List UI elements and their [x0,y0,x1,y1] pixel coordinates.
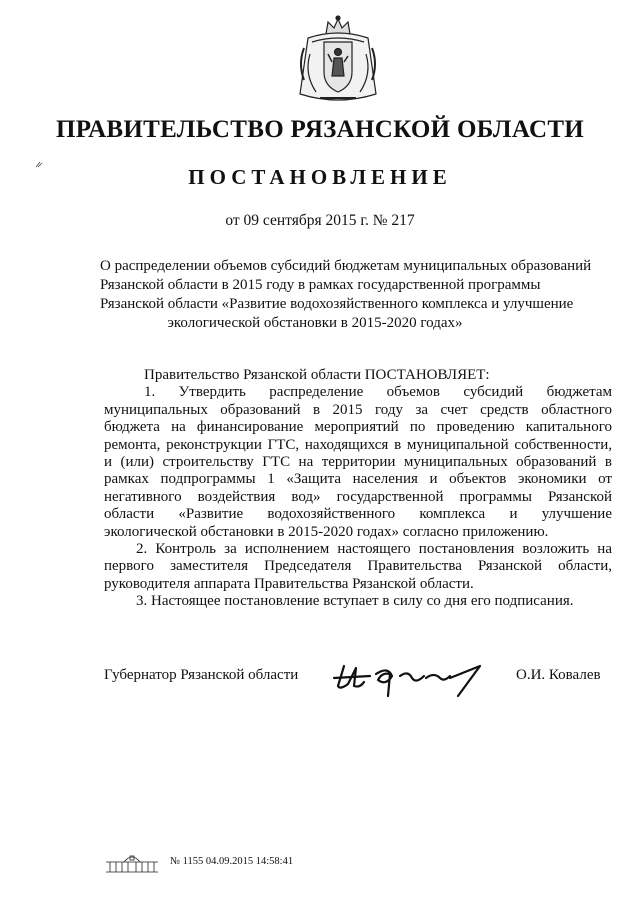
item1-line: муниципальных образований в 2015 году за счет средств областного [104,401,612,418]
coat-of-arms-icon [290,14,386,106]
body-text [104,367,612,611]
item1-line: ремонта, реконструкции ГТС, находящихся в муниципальной собственности, [104,436,612,453]
item3-line: 3. Настоящее постановление вступает в силу со дня его подписания. [136,593,574,610]
item1-line: 1. Утвердить распределение объемов субсидий бюджетам [144,384,612,401]
item1-line: бюджета на финансирование мероприятий по проведению капитального [104,419,612,436]
intro-line: Правительство Рязанской области ПОСТАНОВЛЯЕТ: [144,367,490,383]
registration-number: № 1155 04.09.2015 14:58:41 [170,856,294,867]
date-line: от 09 сентября 2015 г. № 217 [225,212,415,229]
registry-stamp-icon [104,852,160,874]
signer-title: Губернатор Рязанской области [104,667,299,683]
item1-line: области «Развитие водохозяйственного комплекса и улучшение [104,506,612,523]
subject-line: О распределении объемов субсидий бюджетам муниципальных образований [100,258,592,274]
subject-line: Рязанской области в 2015 году в рамках государственной программы [100,277,541,293]
doc-type: ПОСТАНОВЛЕНИЕ [188,165,452,189]
item1-line: экологической обстановки в 2015-2020 годах» согласно приложению. [104,523,549,540]
item2-line: 2. Контроль за исполнением настоящего постановления возложить на [136,541,612,558]
signature-image [330,656,500,702]
subject-line: Рязанской области «Развитие водохозяйственного комплекса и улучшение [100,296,574,312]
signer-name: О.И. Ковалев [516,667,601,683]
item1-line: рамках подпрограммы 1 «Защита населения и объектов экономики от [104,471,612,488]
item2-line: руководителя аппарата Правительства Рязанской области. [104,575,474,592]
org-title: ПРАВИТЕЛЬСТВО РЯЗАНСКОЙ ОБЛАСТИ [55,116,585,143]
subject-block [100,257,592,333]
item1-line: негативного воздействия вод» государственной программы Рязанской [104,488,612,505]
item2-line: первого заместителя Председателя Правительства Рязанской области, [104,558,612,575]
subject-line: экологической обстановки в 2015-2020 годах» [167,315,463,331]
item1-line: и (или) строительству ГТС на территории муниципальных образований в [104,454,612,471]
